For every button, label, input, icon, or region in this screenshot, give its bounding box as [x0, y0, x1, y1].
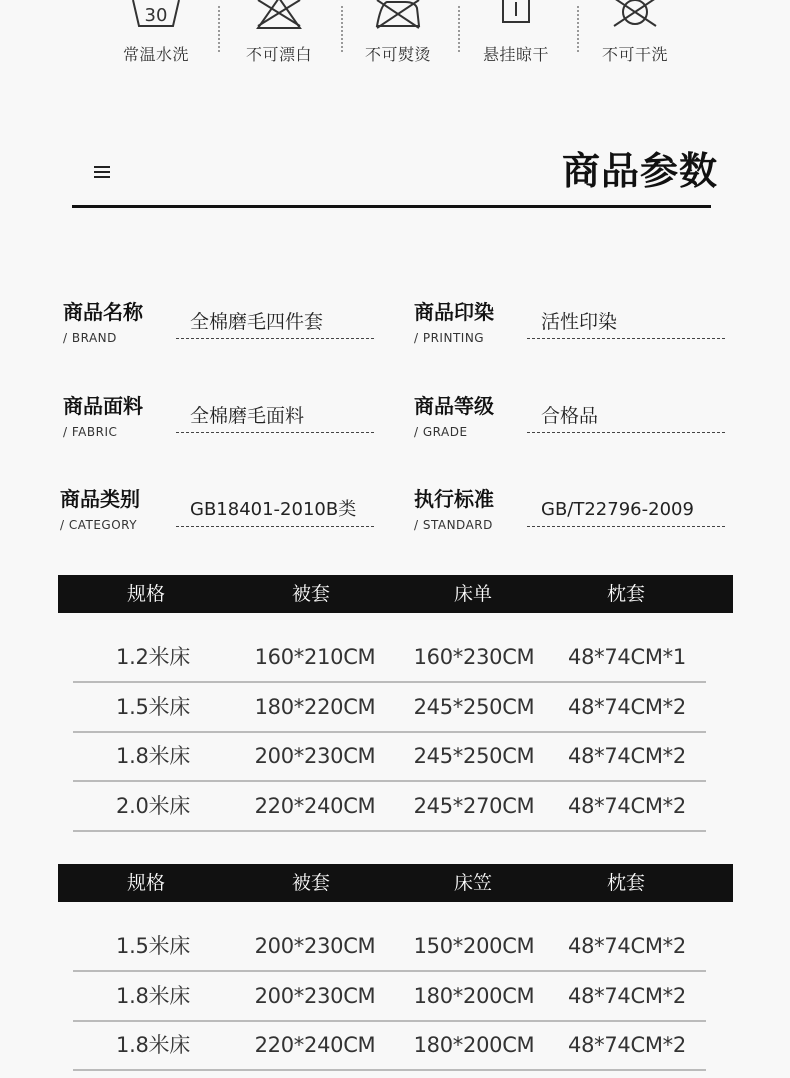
- wash-temperature: 30: [144, 5, 168, 26]
- table-header: [58, 575, 733, 613]
- table-cell: 48*74CM*2: [568, 1033, 686, 1057]
- table-cell: 48*74CM*2: [568, 744, 686, 768]
- table-cell: 180*200CM: [413, 984, 535, 1008]
- param-value-standard: GB/T22796-2009: [527, 497, 725, 527]
- table-cell: 245*250CM: [413, 695, 535, 719]
- param-label-printing: [414, 300, 544, 346]
- table-cell: 1.5米床: [116, 695, 190, 719]
- table-header-cell: 枕套: [606, 872, 645, 894]
- table-cell: 1.2米床: [116, 645, 190, 669]
- table-cell: 160*210CM: [254, 645, 376, 669]
- param-name-en: / FABRIC: [63, 425, 118, 439]
- no-iron-icon: [373, 0, 423, 30]
- table-header-cell: 规格: [126, 583, 165, 605]
- table-cell: 220*240CM: [254, 1033, 376, 1057]
- param-name-en: / CATEGORY: [60, 518, 138, 532]
- table-header-cell: 枕套: [606, 583, 645, 605]
- table-row: [73, 782, 706, 832]
- table-cell: 200*230CM: [254, 934, 376, 958]
- table-cell: 48*74CM*2: [568, 934, 686, 958]
- table-header-cell: 被套: [291, 583, 330, 605]
- param-value-grade: 合格品: [527, 403, 725, 433]
- param-name-en: / BRAND: [63, 331, 117, 345]
- table-cell: 200*230CM: [254, 744, 376, 768]
- table-cell: 160*230CM: [413, 645, 535, 669]
- table-row: [73, 922, 706, 972]
- param-label-grade: [414, 394, 544, 440]
- param-name-en: / STANDARD: [414, 518, 493, 532]
- param-name: 商品等级: [414, 394, 494, 418]
- table-row: [73, 1021, 706, 1071]
- table-cell: 1.5米床: [116, 934, 190, 958]
- table-cell: 1.8米床: [116, 744, 190, 768]
- table-cell: 150*200CM: [413, 934, 535, 958]
- table-header-cell: 床单: [453, 583, 492, 605]
- param-name: 商品名称: [63, 300, 143, 324]
- title-divider: [72, 205, 711, 208]
- param-name-en: / PRINTING: [414, 331, 485, 345]
- table-cell: 245*250CM: [413, 744, 535, 768]
- table-cell: 48*74CM*2: [568, 794, 686, 818]
- param-label-standard: [414, 487, 544, 533]
- param-name: 商品类别: [60, 487, 140, 511]
- menu-icon: [94, 166, 110, 180]
- param-label-brand: [63, 300, 193, 346]
- care-label: 常温水洗: [122, 45, 189, 64]
- table-header-cell: 规格: [126, 872, 165, 894]
- table-row: [73, 633, 706, 683]
- param-value-brand: 全棉磨毛四件套: [176, 309, 374, 339]
- param-value-fabric: 全棉磨毛面料: [176, 403, 374, 433]
- param-name-en: / GRADE: [414, 425, 468, 439]
- care-label: 不可漂白: [245, 45, 312, 64]
- table-cell: 245*270CM: [413, 794, 535, 818]
- table-row: [73, 683, 706, 733]
- table-cell: 180*200CM: [413, 1033, 535, 1057]
- table-header-cell: 床笠: [453, 872, 492, 894]
- table-cell: 220*240CM: [254, 794, 376, 818]
- table-cell: 2.0米床: [116, 794, 190, 818]
- table-row: [73, 972, 706, 1022]
- table-cell: 48*74CM*2: [568, 984, 686, 1008]
- size-table-fitted: [58, 864, 733, 1074]
- wash-30-icon: [131, 0, 181, 30]
- care-label: 不可熨烫: [364, 45, 431, 64]
- table-header: [58, 864, 733, 902]
- care-label: 不可干洗: [601, 45, 668, 64]
- param-label-fabric: [63, 394, 193, 440]
- table-cell: 48*74CM*2: [568, 695, 686, 719]
- table-cell: 1.8米床: [116, 1033, 190, 1057]
- table-header-cell: 被套: [291, 872, 330, 894]
- care-instructions: [0, 0, 790, 72]
- param-name: 执行标准: [414, 487, 494, 511]
- table-cell: 1.8米床: [116, 984, 190, 1008]
- param-value-printing: 活性印染: [527, 309, 725, 339]
- param-label-category: [60, 487, 190, 533]
- table-row: [73, 732, 706, 782]
- param-value-category: GB18401-2010B类: [176, 497, 374, 527]
- size-table-sheet: [58, 575, 733, 833]
- table-cell: 180*220CM: [254, 695, 376, 719]
- table-cell: 200*230CM: [254, 984, 376, 1008]
- table-cell: 48*74CM*1: [568, 645, 686, 669]
- hang-dry-icon: [491, 0, 541, 30]
- care-label: 悬挂晾干: [482, 45, 549, 64]
- param-name: 商品面料: [63, 394, 143, 418]
- no-dry-clean-icon: [610, 0, 660, 30]
- section-title: 商品参数: [561, 149, 718, 193]
- no-bleach-icon: [254, 0, 304, 30]
- param-name: 商品印染: [414, 300, 494, 324]
